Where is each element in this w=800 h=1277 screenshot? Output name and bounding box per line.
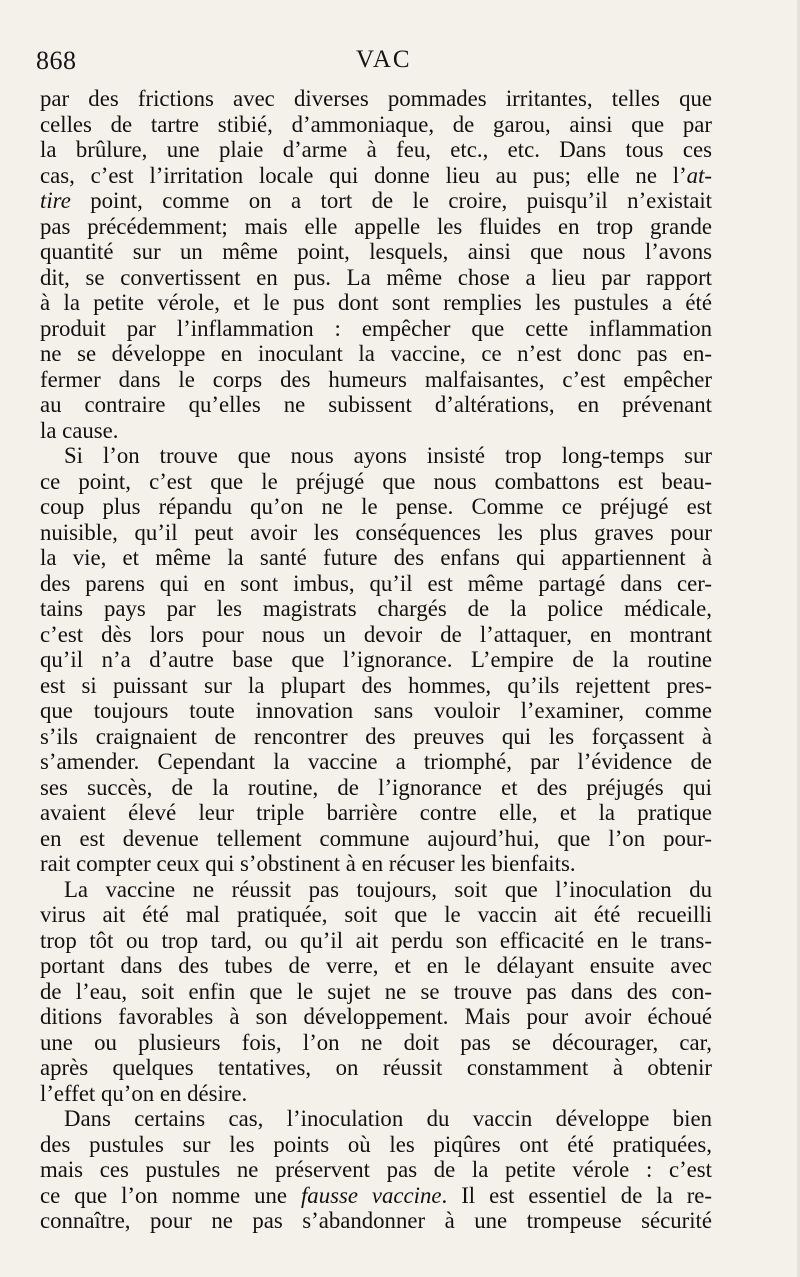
italic-word: at- — [686, 162, 712, 188]
text-line: des parens qui en sont imbus, qu’il est même partagé dans cer- — [40, 570, 712, 596]
italic-word: tire — [40, 188, 71, 213]
text-line: ses succès, de la routine, de l’ignorance et des préjugés qui — [40, 774, 712, 800]
text-line: tire point, comme on a tort de le croire, puisqu’il n’existait — [40, 188, 712, 213]
text-line: cas, c’est l’irritation locale qui donne lieu au pus; elle ne l’at- — [40, 162, 712, 188]
text-line: que toujours toute innovation sans vouloir l’examiner, comme — [40, 698, 712, 723]
text-line: la brûlure, une plaie d’arme à feu, etc., etc. Dans tous ces — [40, 137, 712, 162]
text-line: fermer dans le corps des humeurs malfaisantes, c’est empêcher — [40, 366, 712, 392]
paragraph-1 — [40, 86, 712, 443]
text-line: ditions favorables à son développement. Mais pour avoir échoué — [40, 1004, 712, 1029]
text-line: dit, se convertissent en pus. La même chose a lieu par rapport — [40, 264, 712, 290]
text-line: quantité sur un même point, lesquels, ainsi que nous l’avons — [40, 239, 712, 264]
text-line: Si l’on trouve que nous ayons insisté trop long-temps sur — [64, 443, 712, 468]
text-line: après quelques tentatives, on réussit constamment à obtenir — [40, 1055, 712, 1080]
body-text — [40, 86, 712, 1234]
text-line: mais ces pustules ne préservent pas de la petite vérole : c’est — [40, 1157, 712, 1182]
text-line: tains pays par les magistrats chargés de la police médicale, — [40, 596, 712, 621]
text-line: virus ait été mal pratiquée, soit que le vaccin ait été recueilli — [40, 902, 712, 927]
running-head: VAC — [356, 46, 412, 73]
text-line: des pustules sur les points où les piqûres ont été pratiquées, — [40, 1131, 712, 1157]
text-line: avaient élevé leur triple barrière contre elle, et la pratique — [40, 800, 712, 825]
paragraph-3 — [40, 877, 712, 1107]
text-line: est si puissant sur la plupart des hommes, qu’ils rejettent pres- — [40, 672, 712, 698]
page-header — [36, 40, 756, 80]
text-line: rait compter ceux qui s’obstinent à en récuser les bienfaits. — [40, 851, 576, 876]
text-line: au contraire qu’elles ne subissent d’altérations, en prévenant — [40, 392, 712, 417]
text-line: la cause. — [40, 417, 119, 443]
text-line: en est devenue tellement commune aujourd’hui, que l’on pour- — [40, 825, 712, 851]
text-line: La vaccine ne réussit pas toujours, soit que l’inoculation du — [64, 876, 712, 902]
text-line: Dans certains cas, l’inoculation du vaccin développe bien — [64, 1106, 712, 1131]
text-line: une ou plusieurs fois, l’on ne doit pas se décourager, car, — [40, 1029, 712, 1055]
paragraph-2 — [40, 443, 712, 877]
text-line: nuisible, qu’il peut avoir les conséquences les plus graves pour — [40, 519, 712, 545]
text-line: par des frictions avec diverses pommades irritantes, telles que — [40, 86, 712, 111]
text-line: s’amender. Cependant la vaccine a triomphé, par l’évidence de — [40, 749, 712, 774]
text-line: produit par l’inflammation : empêcher que cette inflammation — [40, 315, 712, 341]
text-line: c’est dès lors pour nous un devoir de l’attaquer, en montrant — [40, 621, 712, 647]
text-line: qu’il n’a d’autre base que l’ignorance. L’empire de la routine — [40, 647, 712, 672]
text-line: connaître, pour ne pas s’abandonner à une trompeuse sécurité — [40, 1208, 712, 1233]
text-line: trop tôt ou trop tard, ou qu’il ait perdu son efficacité en le trans- — [40, 927, 712, 953]
paragraph-4 — [40, 1106, 712, 1234]
text-line: l’effet qu’on en désire. — [40, 1080, 248, 1106]
italic-word: fausse vaccine — [300, 1182, 442, 1208]
text-line: coup plus répandu qu’on ne le pense. Comme ce préjugé est — [40, 494, 712, 519]
page-number: 868 — [36, 46, 77, 75]
text-line: ce point, c’est que le préjugé que nous combattons est beau- — [40, 468, 712, 494]
text-line: de l’eau, soit enfin que le sujet ne se trouve pas dans des con- — [40, 978, 712, 1004]
text-line: s’ils craignaient de rencontrer des preuves qui les forçassent à — [40, 723, 712, 749]
text-line: la vie, et même la santé future des enfans qui appartiennent à — [40, 545, 712, 570]
text-line: portant dans des tubes de verre, et en le délayant ensuite avec — [40, 953, 712, 978]
text-line: pas précédemment; mais elle appelle les fluides en trop grande — [40, 213, 712, 239]
text-line: ce que l’on nomme une fausse vaccine. Il est essentiel de la re- — [40, 1182, 712, 1208]
text-line: celles de tartre stibié, d’ammoniaque, de garou, ainsi que par — [40, 111, 712, 137]
text-line: ne se développe en inoculant la vaccine, ce n’est donc pas en- — [40, 341, 712, 366]
text-line: à la petite vérole, et le pus dont sont remplies les pustules a été — [40, 290, 712, 315]
